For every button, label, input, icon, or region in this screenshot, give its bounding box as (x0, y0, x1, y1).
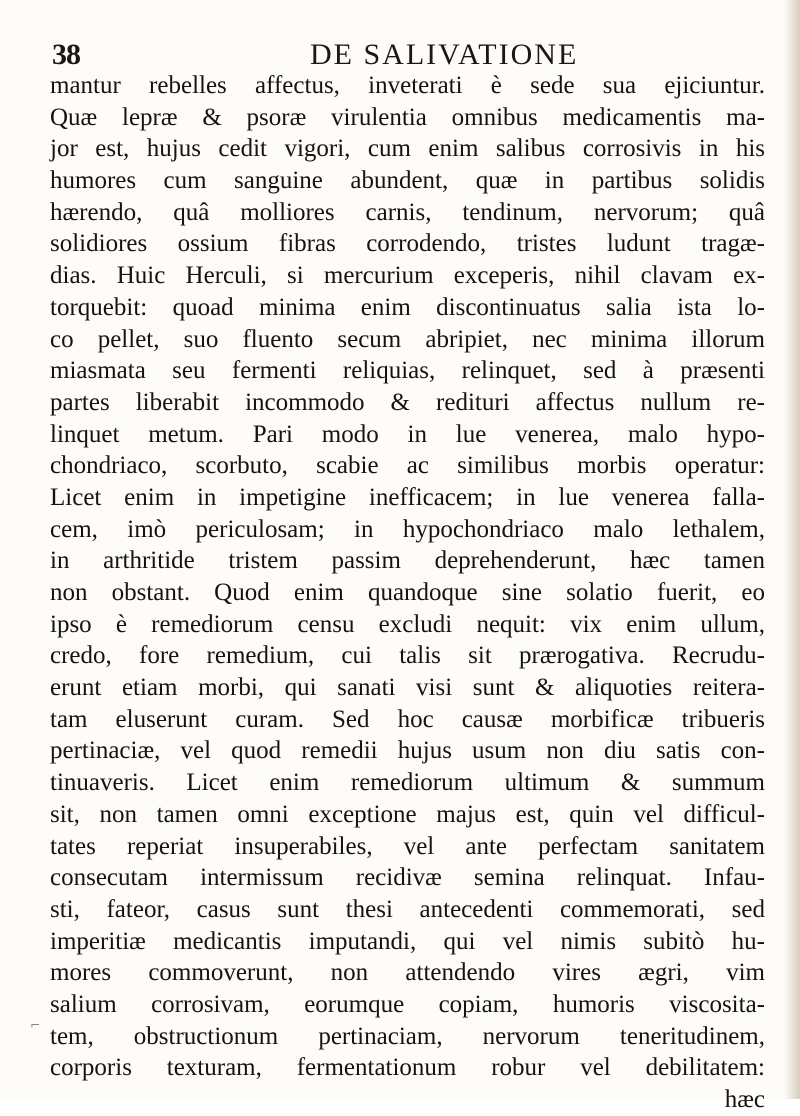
text-line: imperitiæ medicantis imputandi, qui vel nimis subitò hu- (50, 927, 765, 955)
page-edge-shadow (784, 0, 800, 1099)
text-line: Quæ lepræ & psoræ virulentia omnibus medicamentis ma- (50, 103, 765, 131)
text-line: sti, fateor, casus sunt thesi antecedenti commemorati, sed (50, 895, 765, 923)
text-line: hærendo, quâ molliores carnis, tendinum, nervorum; quâ (50, 198, 765, 226)
text-line: salium corrosivam, eorumque copiam, humoris viscosita- (50, 990, 765, 1018)
text-line: mores commoverunt, non attendendo vires ægri, vim (50, 959, 765, 987)
page-header (52, 32, 752, 72)
text-line: partes liberabit incommodo & redituri affectus nullum re- (50, 388, 765, 416)
text-line: jor est, hujus cedit vigori, cum enim salibus corrosivis in his (50, 135, 765, 163)
text-line: miasmata seu fermenti reliquias, relinquet, sed à præsenti (50, 357, 765, 385)
text-line: Licet enim in impetigine inefficacem; in lue venerea falla- (50, 483, 765, 511)
text-line: erunt etiam morbi, qui sanati visi sunt & aliquoties reitera- (50, 674, 765, 702)
text-line: tam eluserunt curam. Sed hoc causæ morbificæ tribueris (50, 705, 765, 733)
text-line: tates reperiat insuperabiles, vel ante perfectam sanitatem (50, 832, 765, 860)
text-line: humores cum sanguine abundent, quæ in partibus solidis (50, 167, 765, 195)
page-number: 38 (52, 38, 80, 71)
text-line: in arthritide tristem passim deprehenderunt, hæc tamen (50, 547, 765, 575)
text-line: pertinaciæ, vel quod remedii hujus usum non diu satis con- (50, 737, 765, 765)
text-line: co pellet, suo fluento secum abripiet, nec minima illorum (50, 325, 765, 353)
text-line: cem, imò periculosam; in hypochondriaco malo lethalem, (50, 515, 765, 543)
text-line: ipso è remediorum censu excludi nequit: vix enim ullum, (50, 610, 765, 638)
text-line: tem, obstructionum pertinaciam, nervorum teneritudinem, (50, 1022, 765, 1050)
text-line: chondriaco, scorbuto, scabie ac similibus morbis operatur: (50, 452, 765, 480)
text-line: torquebit: quoad minima enim discontinuatus salia ista lo- (50, 293, 765, 321)
text-line: non obstant. Quod enim quandoque sine solatio fuerit, eo (50, 579, 765, 606)
text-line: consecutam intermissum recidivæ semina relinquat. Infau- (50, 864, 765, 892)
text-line: linquet metum. Pari modo in lue venerea, malo hypo- (50, 420, 765, 448)
text-line: tinuaveris. Licet enim remediorum ultimum & summum (50, 769, 765, 797)
text-line: corporis texturam, fermentationum robur vel debilitatem: (50, 1054, 765, 1082)
text-line: mantur rebelles affectus, inveterati è sede sua ejiciuntur. (50, 72, 765, 99)
text-line: solidiores ossium fibras corrodendo, tristes ludunt tragæ- (50, 230, 765, 258)
text-line: credo, fore remedium, cui talis sit prærogativa. Recrudu- (50, 642, 765, 670)
margin-mark: ⌐ (30, 1018, 41, 1032)
catchword: hæc (724, 1086, 765, 1113)
body-text (50, 70, 765, 1116)
running-title: DE SALIVATIONE (310, 38, 579, 71)
text-line: sit, non tamen omni exceptione majus est, quin vel difficul- (50, 800, 765, 828)
text-line: dias. Huic Herculi, si mercurium exceperis, nihil clavam ex- (50, 262, 765, 290)
